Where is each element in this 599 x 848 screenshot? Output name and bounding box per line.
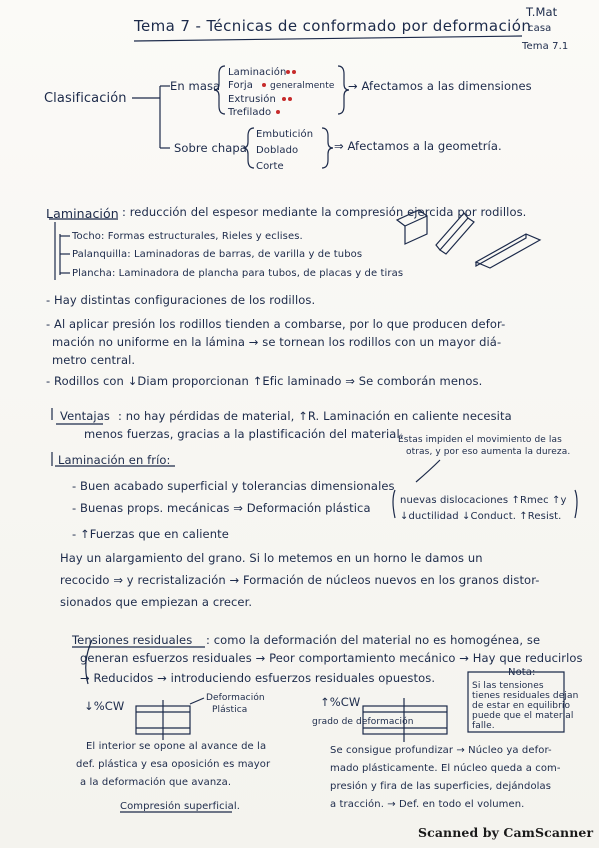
frio-paragraph-1: Hay un alargamiento del grano. Si lo metemos en un horno le damos un <box>60 551 483 565</box>
lam-item-plancha: Plancha: Laminadora de plancha para tubos, de placas y de tiras <box>72 268 404 279</box>
scanner-watermark: Scanned by CamScanner <box>418 825 594 840</box>
frio-item-1: - Buen acabado superficial y tolerancias dimensionales <box>72 479 395 493</box>
lam-item-tocho: Tocho: Formas estructurales, Rieles y eclises. <box>72 231 303 242</box>
ventajas-label: Ventajas <box>60 409 110 423</box>
lam-note-4: metro central. <box>52 353 136 367</box>
masa-item-forja: Forja <box>228 80 254 91</box>
diag1-deformacion: Deformación <box>206 693 265 703</box>
frio-side-note-1: Éstas impiden el movimiento de las <box>398 435 562 445</box>
chapa-item-corte: Corte <box>256 161 284 172</box>
left-text-1: El interior se opone al avance de la <box>86 741 267 752</box>
chapa-item-embuticion: Embutición <box>256 129 314 140</box>
tensiones-line-1: : como la deformación del material no es homogénea, se <box>206 633 541 647</box>
corner-note-2: casa <box>528 23 552 34</box>
nota-title: Nota: <box>508 667 536 678</box>
page-title: Tema 7 - Técnicas de conformado por deformación <box>134 17 532 35</box>
left-text-3: a la deformación que avanza. <box>80 777 232 788</box>
sobre-chapa-label: Sobre chapa <box>174 141 247 155</box>
lam-note-2: - Al aplicar presión los rodillos tienden a combarse, por lo que producen defor- <box>46 317 506 331</box>
chapa-result: ⇒ Afectamos a la geometría. <box>334 139 502 153</box>
ventajas-text: : no hay pérdidas de material, ↑R. Laminación en caliente necesita <box>118 409 512 423</box>
masa-note-generalmente: generalmente <box>270 81 335 91</box>
laminacion-definition: : reducción del espesor mediante la compresión ejercida por rodillos. <box>122 205 527 219</box>
nota-line-2: tienes residuales dejan <box>472 691 579 701</box>
laminacion-heading: Laminación <box>46 206 119 221</box>
masa-item-laminacion: Laminación <box>228 67 287 78</box>
nota-line-5: falle. <box>472 721 495 731</box>
frio-heading: Laminación en frío: <box>58 453 171 467</box>
lam-item-palanquilla: Palanquilla: Laminadoras de barras, de varilla y de tubos <box>72 249 363 260</box>
frio-dislocations-2: ↓ductilidad ↓Conduct. ↑Resist. <box>400 511 562 522</box>
diag2-label: ↑%CW <box>320 695 361 709</box>
tensiones-line-3: → Reducidos → introduciendo esfuerzos residuales opuestos. <box>80 671 436 685</box>
lam-note-5: - Rodillos con ↓Diam proporcionan ↑Efic laminado ⇒ Se comborán menos. <box>46 374 483 388</box>
masa-item-trefilado: Trefilado <box>228 107 272 118</box>
right-text-3: presión y fira de las superficies, dejándolas <box>330 781 552 792</box>
frio-side-note-2: otras, y por eso aumenta la dureza. <box>406 447 571 457</box>
right-text-2: mado plásticamente. El núcleo queda a com- <box>330 763 561 774</box>
corner-note-3: Tema 7.1 <box>522 41 569 52</box>
ventajas-text-2: menos fuerzas, gracias a la plastificación del material. <box>84 427 404 441</box>
nota-line-1: Si las tensiones <box>472 681 544 691</box>
lam-note-3: mación no uniforme en la lámina → se tornean los rodillos con un mayor diá- <box>52 335 502 349</box>
left-text-2: def. plástica y esa oposición es mayor <box>76 759 271 770</box>
classification-label: Clasificación <box>44 91 127 106</box>
right-text-4: a tracción. → Def. en todo el volumen. <box>330 799 525 810</box>
en-masa-label: En masa <box>170 79 221 93</box>
masa-item-extrusion: Extrusión <box>228 94 276 105</box>
diag1-label: ↓%CW <box>84 699 125 713</box>
lam-note-1: - Hay distintas configuraciones de los rodillos. <box>46 293 316 307</box>
chapa-item-doblado: Doblado <box>256 145 299 156</box>
frio-item-3: - ↑Fuerzas que en caliente <box>72 527 229 541</box>
nota-line-3: de estar en equilibrio <box>472 701 571 711</box>
masa-result: → Afectamos a las dimensiones <box>348 79 532 93</box>
nota-line-4: puede que el material <box>472 711 574 721</box>
left-text-4: Compresión superficial. <box>120 801 240 812</box>
diag2-grado: grado de deformación <box>312 717 414 727</box>
tensiones-heading: Tensiones residuales <box>72 633 193 647</box>
frio-paragraph-2: recocido ⇒ y recristalización → Formación de núcleos nuevos en los granos distor- <box>60 573 540 587</box>
frio-paragraph-3: sionados que empiezan a crecer. <box>60 595 253 609</box>
diag1-plastica: Plástica <box>212 705 248 715</box>
right-text-1: Se consigue profundizar → Núcleo ya defor- <box>330 745 552 756</box>
frio-item-2: - Buenas props. mecánicas ⇒ Deformación plástica <box>72 501 371 515</box>
corner-note-1: T.Mat <box>526 5 558 19</box>
frio-dislocations-1: nuevas dislocaciones ↑Rmec ↑y <box>400 495 567 506</box>
tensiones-line-2: generan esfuerzos residuales → Peor comportamiento mecánico → Hay que reducirlos <box>80 651 583 665</box>
